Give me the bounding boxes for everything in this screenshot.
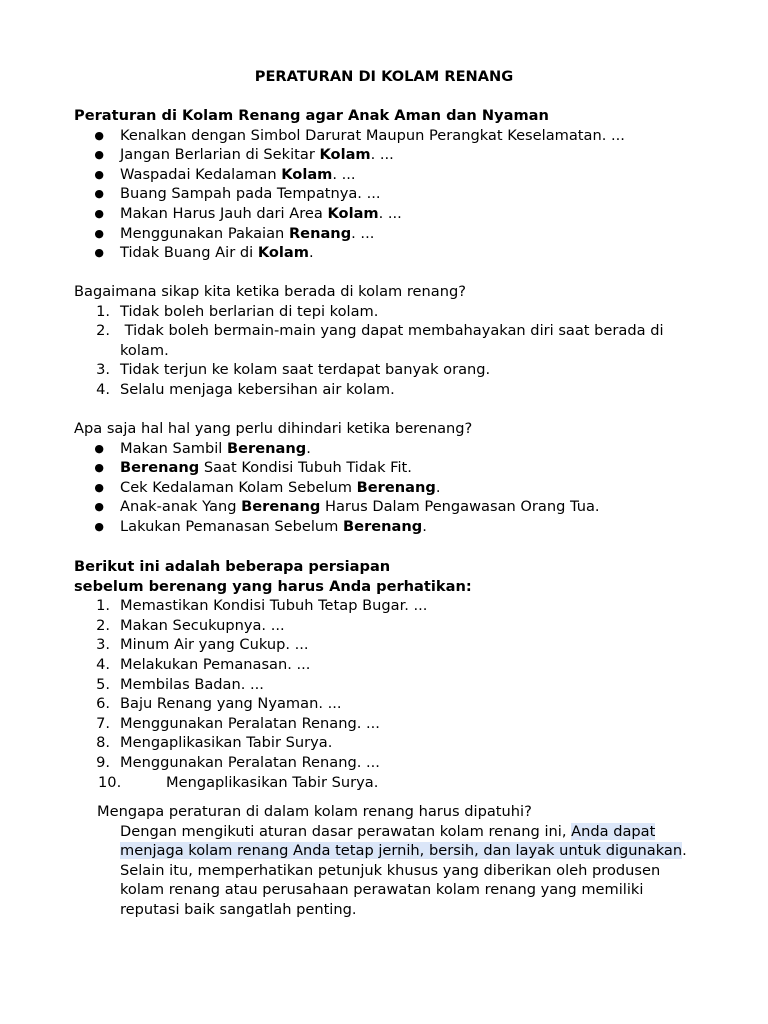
list-item: ● Cek Kedalaman Kolam Sebelum Berenang.	[74, 478, 694, 498]
list-item: ● Kenalkan dengan Simbol Darurat Maupun Perangkat Keselamatan. ...	[74, 126, 694, 146]
bullet-icon: ●	[94, 148, 104, 162]
list-item: 6. Baju Renang yang Nyaman. ...	[96, 695, 342, 713]
list-item: 2. Makan Secukupnya. ...	[96, 616, 285, 634]
list-item: ● Buang Sampah pada Tempatnya. ...	[74, 184, 694, 204]
preparation-list	[74, 596, 694, 792]
bullet-icon: ●	[94, 480, 104, 494]
section-why	[97, 802, 697, 920]
rules-list	[74, 126, 694, 263]
avoid-list	[74, 439, 694, 537]
bullet-icon: ●	[94, 500, 104, 514]
bullet-icon: ●	[94, 167, 104, 181]
section-attitude	[74, 282, 694, 400]
list-item: ● Makan Sambil Berenang.	[74, 439, 694, 459]
section-avoid-heading: Apa saja hal hal yang perlu dihindari ketika berenang?	[74, 420, 473, 437]
section-attitude-heading: Bagaimana sikap kita ketika berada di kolam renang?	[74, 283, 466, 300]
bullet-icon: ●	[94, 206, 104, 220]
highlighted-text: Anda dapat menjaga kolam renang Anda tetap jernih, bersih, dan layak untuk digunakan	[120, 822, 683, 860]
why-question: Mengapa peraturan di dalam kolam renang harus dipatuhi?	[97, 803, 532, 820]
list-item: 4. Selalu menjaga kebersihan air kolam.	[96, 380, 395, 398]
section-preparation-heading-2: sebelum berenang yang harus Anda perhatikan:	[74, 577, 472, 595]
list-item: ● Berenang Saat Kondisi Tubuh Tidak Fit.	[74, 458, 694, 478]
list-item: 5. Membilas Badan. ...	[96, 675, 264, 693]
why-answer: Dengan mengikuti aturan dasar perawatan kolam renang ini, Anda dapat menjaga kolam renang Anda tetap jernih, bersih, dan layak untuk digunakan. Selain itu, memperhatikan petunjuk khusus yang diberikan oleh produsen kolam renang atau perusahaan perawatan kolam renang yang memiliki reputasi baik sangatlah penting.	[120, 822, 687, 918]
bullet-icon: ●	[94, 226, 104, 240]
list-item: 2. Tidak boleh bermain-main yang dapat membahayakan diri saat berada di kolam.	[96, 322, 669, 359]
list-item: ● Tidak Buang Air di Kolam.	[74, 243, 694, 263]
list-item: 3. Tidak terjun ke kolam saat terdapat banyak orang.	[96, 361, 491, 379]
section-preparation-heading-1: Berikut ini adalah beberapa persiapan	[74, 558, 391, 575]
list-item: ● Anak-anak Yang Berenang Harus Dalam Pengawasan Orang Tua.	[74, 497, 694, 517]
bullet-icon: ●	[94, 246, 104, 260]
section-rules	[74, 106, 694, 263]
list-item: 4. Melakukan Pemanasan. ...	[96, 655, 311, 673]
bullet-icon: ●	[94, 461, 104, 475]
document-title: PERATURAN DI KOLAM RENANG	[254, 68, 514, 85]
list-item: 9. Menggunakan Peralatan Renang. ...	[96, 753, 380, 771]
list-item: 10. Mengaplikasikan Tabir Surya.	[98, 773, 379, 791]
list-item: ● Menggunakan Pakaian Renang. ...	[74, 224, 694, 244]
bullet-icon: ●	[94, 128, 104, 142]
list-item: 1. Tidak boleh berlarian di tepi kolam.	[96, 302, 379, 320]
list-item: 7. Menggunakan Peralatan Renang. ...	[96, 714, 380, 732]
list-item: ● Waspadai Kedalaman Kolam. ...	[74, 165, 694, 185]
attitude-list	[74, 302, 694, 400]
list-item: 8. Mengaplikasikan Tabir Surya.	[96, 734, 333, 752]
list-item: ● Jangan Berlarian di Sekitar Kolam. ...	[74, 145, 694, 165]
list-item: ● Lakukan Pemanasan Sebelum Berenang.	[74, 517, 694, 537]
list-item: ● Makan Harus Jauh dari Area Kolam. ...	[74, 204, 694, 224]
list-item: 1. Memastikan Kondisi Tubuh Tetap Bugar. ...	[96, 597, 428, 615]
section-preparation	[74, 557, 694, 792]
section-avoid	[74, 419, 694, 537]
list-item: 3. Minum Air yang Cukup. ...	[96, 636, 309, 654]
section-rules-heading: Peraturan di Kolam Renang agar Anak Aman dan Nyaman	[74, 107, 549, 124]
bullet-icon: ●	[94, 187, 104, 201]
bullet-icon: ●	[94, 519, 104, 533]
bullet-icon: ●	[94, 441, 104, 455]
